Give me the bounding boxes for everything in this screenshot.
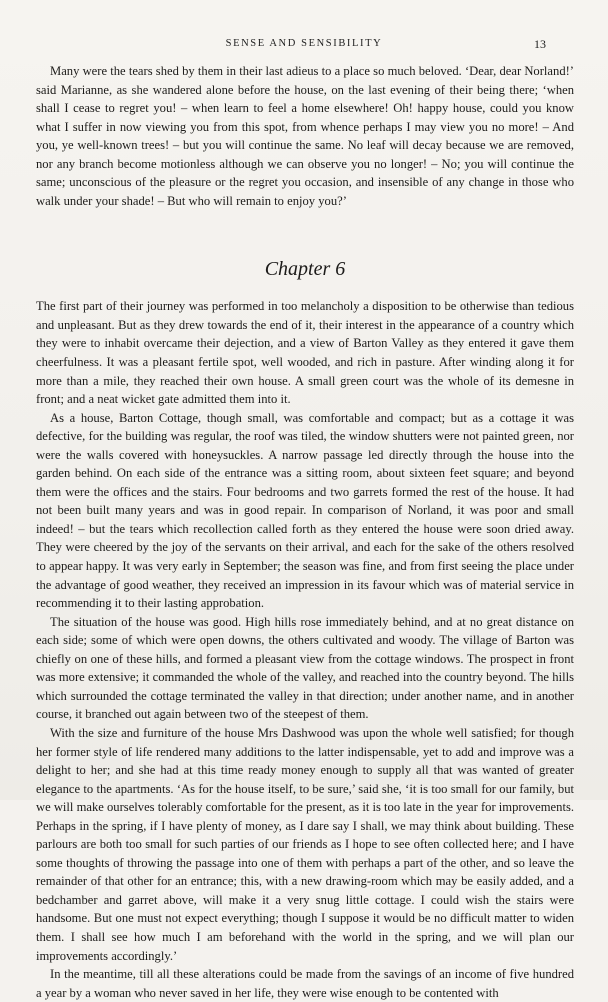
running-head	[0, 38, 608, 54]
paragraph: The first part of their journey was performed in too melancholy a disposition to be otherwise than tedious and unpleasant. But as they drew towards the end of it, their interest in the appearance of a country which they were to inhabit overcame their dejection, and a view of Barton Valley as they entered it gave them cheerfulness. It was a pleasant fertile spot, well wooded, and rich in pasture. After winding along it for more than a mile, they reached their own house. A small green court was the whole of its demesne in front; and a neat wicket gate admitted them into it.	[36, 299, 574, 407]
running-title: SENSE AND SENSIBILITY	[225, 38, 383, 49]
paragraph: In the meantime, till all these alterations could be made from the savings of an income of five hundred a year by a woman who never saved in her life, they were wise enough to be contented with	[36, 967, 574, 1000]
page-number: 13	[534, 37, 546, 51]
opening-paragraph: Many were the tears shed by them in their last adieus to a place so much beloved. ‘Dear, dear Norland!’ said Marianne, as she wandered alone before the house, on the last evening of their being there; ‘when shall I cease to regret you! – when learn to feel a home elsewhere! Oh! happy house, could you know what I suffer in now viewing you from this spot, from whence perhaps I may view you no more! – And you, ye well-known trees! – but you will continue the same. No leaf will decay because we are removed, nor any branch become motionless although we can observe you no longer! – No; you will continue the same; unconscious of the pleasure or the regret you occasion, and insensible of any change in those who walk under your shade! – But who will remain to enjoy you?’	[36, 64, 574, 208]
paragraph: The situation of the house was good. High hills rose immediately behind, and at no great distance on each side; some of which were open downs, the others cultivated and woody. The village of Barton was chiefly on one of these hills, and formed a pleasant view from the cottage windows. The prospect in front was more extensive; it commanded the whole of the valley, and reached into the country beyond. The hills which surrounded the cottage terminated the valley in that direction; under another name, and in another course, it branched out again between two of the steepest of them.	[36, 614, 574, 722]
paragraph: As a house, Barton Cottage, though small, was comfortable and compact; but as a cottage it was defective, for the building was regular, the roof was tiled, the window shutters were not painted green, nor were the walls covered with honeysuckles. A narrow passage led directly through the house into the garden behind. On each side of the entrance was a sitting room, about sixteen feet square; and beyond them were the offices and the stairs. Four bedrooms and two garrets formed the rest of the house. It had not been built many years and was in good repair. In comparison of Norland, it was poor and small indeed! – but the tears which recollection called forth as they entered the house were soon dried away. They were cheered by the joy of the servants on their arrival, and each for the sake of the others resolved to appear happy. It was very early in September; the season was fine, and from first seeing the place under the advantage of good weather, they received an impression in its favour which was of material service in recommending it to their lasting approbation.	[36, 410, 574, 611]
paragraph: With the size and furniture of the house Mrs Dashwood was upon the whole well satisfied; for though her former style of life rendered many additions to the latter indispensable, yet to add and improve was a delight to her; and she had at this time ready money enough to supply all that was wanted of greater elegance to the apartments. ‘As for the house itself, to be sure,’ said she, ‘it is too small for our family, but we will make ourselves tolerably comfortable for the present, as it is too late in the year for improvements. Perhaps in the spring, if I have plenty of money, as I dare say I shall, we may think about building. These parlours are both too small for such parties of our friends as I hope to see often collected here; and I have some thoughts of throwing the passage into one of them with perhaps a part of the other, and so leave the remainder of that other for an entrance; this, with a new drawing-room which may be easily added, and a bedchamber and garret above, will make it a very snug little cottage. I could wish the stairs were handsome. But one must not expect everything; though I suppose it would be no difficult matter to widen them. I shall see how much I am beforehand with the world in the spring, and we will plan our improvements accordingly.’	[36, 725, 574, 963]
chapter-title: Chapter 6	[264, 258, 346, 281]
body-text	[36, 62, 574, 1002]
